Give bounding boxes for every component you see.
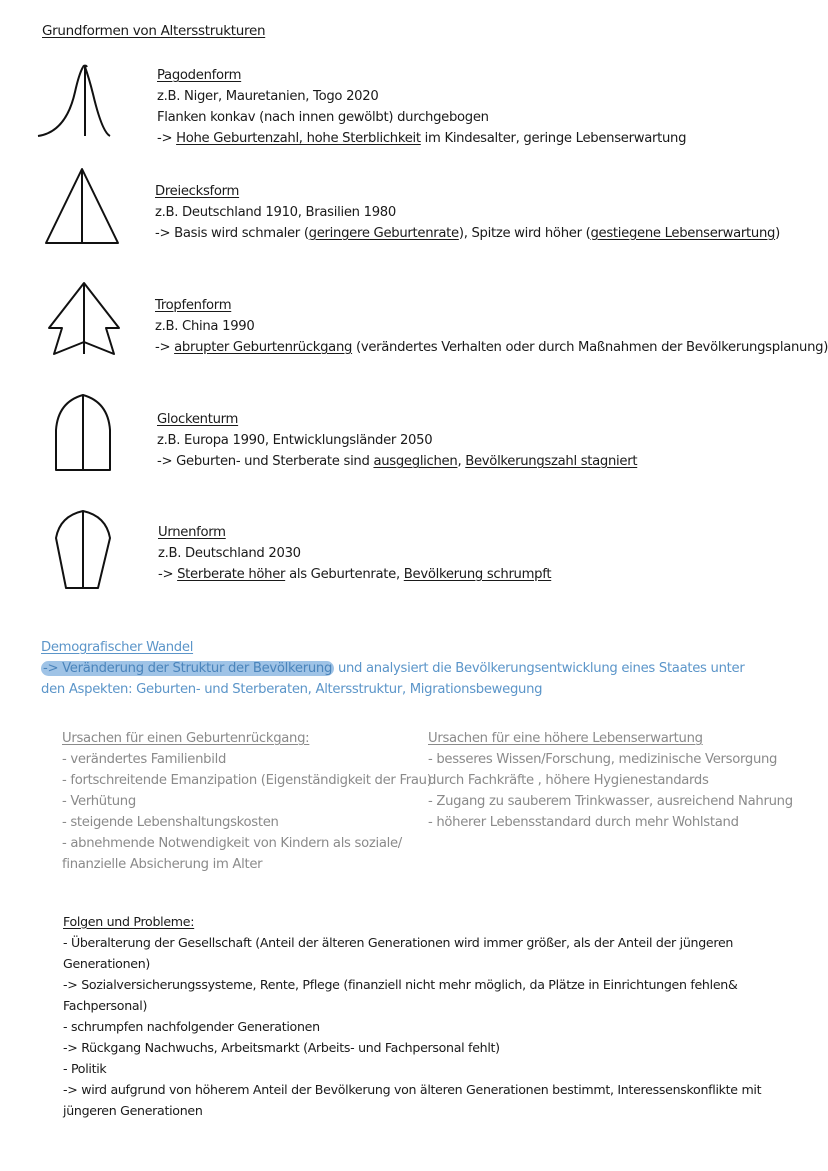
text: im Kindesalter, geringe Lebenserwartung — [420, 131, 687, 146]
text: (verändertes Verhalten oder durch Maßnahmen der Bevölkerungsplanung) — [352, 340, 828, 355]
list-item: - Zugang zu sauberem Trinkwasser, ausreichend Nahrung — [428, 794, 793, 809]
text: -> — [155, 340, 175, 355]
form-heading: Glockenturm — [157, 412, 239, 427]
text: und analysiert die Bevölkerungsentwicklung eines Staates unter — [334, 661, 745, 676]
form-line: Flanken konkav (nach innen gewölbt) durchgebogen — [157, 110, 489, 125]
underlined-text: gestiegene Lebenserwartung — [590, 226, 776, 241]
form-heading: Tropfenform — [155, 298, 232, 313]
list-item: -> Rückgang Nachwuchs, Arbeitsmarkt (Arbeits- und Fachpersonal fehlt) — [63, 1040, 500, 1055]
list-item: - Überalterung der Gesellschaft (Anteil der älteren Generationen wird immer größer, als der Anteil der jüngeren — [63, 935, 734, 950]
form-line: z.B. Deutschland 2030 — [158, 546, 301, 561]
form-line — [158, 565, 551, 584]
list-item: durch Fachkräfte , höhere Hygienestandards — [428, 773, 709, 788]
page-title: Grundformen von Altersstrukturen — [42, 23, 266, 39]
form-heading: Pagodenform — [157, 68, 242, 83]
list-item: Generationen) — [63, 956, 150, 971]
form-heading: Urnenform — [158, 525, 226, 540]
underlined-text: Bevölkerung schrumpft — [403, 567, 552, 582]
list-item: - verändertes Familienbild — [62, 752, 227, 767]
underlined-text: Sterberate höher — [177, 567, 286, 582]
form-line — [155, 338, 828, 357]
text: als Geburtenrate, — [285, 567, 404, 582]
demo-line — [41, 659, 744, 678]
text: -> Geburten- und Sterberate sind — [157, 454, 374, 469]
list-item: - Politik — [63, 1061, 107, 1076]
triangle-shape-icon — [42, 166, 122, 248]
form-line — [155, 224, 780, 243]
list-item: -> Sozialversicherungssysteme, Rente, Pflege (finanziell nicht mehr möglich, da Plätze in Einrichtungen fehlen& — [63, 977, 738, 992]
text: ) — [775, 226, 780, 241]
underlined-text: Bevölkerungszahl stagniert — [465, 454, 638, 469]
underlined-text: Hohe Geburtenzahl, hohe Sterblichkeit — [176, 131, 421, 146]
text: ), Spitze wird höher ( — [458, 226, 591, 241]
pagoda-shape-icon — [36, 62, 112, 140]
drop-shape-icon — [44, 280, 124, 360]
text: -> — [157, 131, 177, 146]
form-line: z.B. China 1990 — [155, 319, 255, 334]
urn-shape-icon — [50, 508, 116, 592]
list-heading: Ursachen für einen Geburtenrückgang: — [62, 731, 310, 746]
list-item: - abnehmende Notwendigkeit von Kindern als soziale/ — [62, 836, 402, 851]
list-item: jüngeren Generationen — [63, 1103, 203, 1118]
form-line: z.B. Deutschland 1910, Brasilien 1980 — [155, 205, 396, 220]
list-item: - schrumpfen nachfolgender Generationen — [63, 1019, 320, 1034]
list-item: - besseres Wissen/Forschung, medizinische Versorgung — [428, 752, 778, 767]
list-item: - höherer Lebensstandard durch mehr Wohlstand — [428, 815, 739, 830]
highlighted-text: -> Veränderung der Struktur der Bevölkerung — [43, 661, 333, 676]
form-line: z.B. Europa 1990, Entwicklungsländer 2050 — [157, 433, 433, 448]
form-line — [157, 129, 686, 148]
text: -> Basis wird schmaler ( — [155, 226, 309, 241]
form-line — [157, 452, 637, 471]
list-item: finanzielle Absicherung im Alter — [62, 857, 263, 872]
demo-line: den Aspekten: Geburten- und Sterberaten, Altersstruktur, Migrationsbewegung — [41, 682, 543, 697]
list-item: Fachpersonal) — [63, 998, 148, 1013]
list-item: -> wird aufgrund von höherem Anteil der Bevölkerung von älteren Generationen bestimmt, Interessenskonflikte mit — [63, 1082, 762, 1097]
list-heading: Folgen und Probleme: — [63, 914, 195, 929]
section-heading: Demografischer Wandel — [41, 640, 194, 655]
list-heading: Ursachen für eine höhere Lebenserwartung — [428, 731, 703, 746]
form-line: z.B. Niger, Mauretanien, Togo 2020 — [157, 89, 379, 104]
list-item: - fortschreitende Emanzipation (Eigenständigkeit der Frau) — [62, 773, 432, 788]
underlined-text: geringere Geburtenrate — [308, 226, 459, 241]
underlined-text: ausgeglichen — [373, 454, 458, 469]
text: , — [457, 454, 466, 469]
underlined-text: abrupter Geburtenrückgang — [174, 340, 353, 355]
text: -> — [158, 567, 178, 582]
form-heading: Dreiecksform — [155, 184, 240, 199]
bell-shape-icon — [50, 392, 116, 474]
list-item: - steigende Lebenshaltungskosten — [62, 815, 279, 830]
list-item: - Verhütung — [62, 794, 136, 809]
